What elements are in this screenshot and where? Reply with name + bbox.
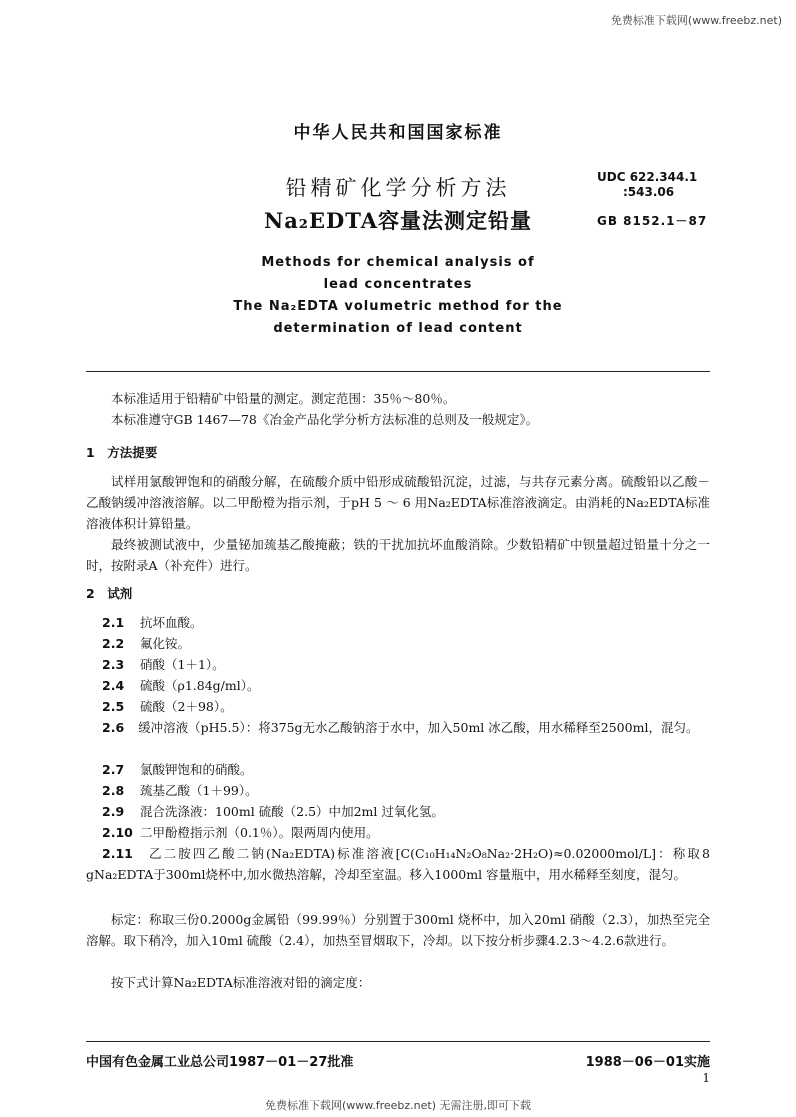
reagent-number: 2.5 <box>102 699 125 714</box>
reagent-item <box>102 633 710 654</box>
reagent-item <box>102 612 710 633</box>
reagent-number: 2.4 <box>102 678 125 693</box>
reagent-item <box>102 696 710 717</box>
reagent-text: 抗坏血酸。 <box>140 615 203 630</box>
reagent-number: 2.11 <box>102 846 133 861</box>
title-en-line: The Na₂EDTA volumetric method for the <box>233 299 563 314</box>
page-number: 1 <box>702 1071 710 1085</box>
reagent-item <box>102 759 710 780</box>
reagent-text: 硫酸（ρ1.84g/ml）。 <box>140 678 260 693</box>
top-divider <box>86 371 710 372</box>
implementation-date: 1988－06－01实施 <box>585 1055 710 1070</box>
intro-scope: 本标准适用于铅精矿中铅量的测定。测定范围：35％～80％。 <box>111 391 456 406</box>
reagent-text: 巯基乙酸（1＋99）。 <box>140 783 258 798</box>
reagent-item <box>102 654 710 675</box>
reagent-number: 2.6 <box>102 720 125 735</box>
section-1-paragraph: 试样用氯酸钾饱和的硝酸分解，在硫酸介质中铅形成硫酸铅沉淀，过滤，与共存元素分离。硫酸铅以乙酸－乙酸钠缓冲溶液溶解。以二甲酚橙为指示剂，于pH 5 ～ 6 用Na₂EDTA标准溶液滴定。由消耗的Na₂EDTA标准溶液体积计算铅量。 <box>86 474 710 531</box>
title-en-line: determination of lead content <box>273 321 523 336</box>
reagent-item <box>86 717 710 738</box>
reagent-number: 2.8 <box>102 783 125 798</box>
udc-code-suffix: :543.06 <box>623 185 675 199</box>
watermark-top: 免费标准下载网(www.freebz.net) <box>610 14 782 27</box>
approval-info: 中国有色金属工业总公司1987－01－27批准 <box>86 1055 354 1070</box>
reagent-number: 2.9 <box>102 804 125 819</box>
reagent-number: 2.1 <box>102 615 125 630</box>
reagent-text: 混合洗涤液：100ml 硫酸（2.5）中加2ml 过氧化氢。 <box>140 804 444 819</box>
reagent-text: 氟化铵。 <box>140 636 191 651</box>
reagent-text: 二甲酚橙指示剂（0.1％）。限两周内使用。 <box>140 825 379 840</box>
reagent-item <box>102 780 710 801</box>
reagent-number: 2.2 <box>102 636 125 651</box>
reagent-item <box>86 843 710 885</box>
reagent-number: 2.3 <box>102 657 125 672</box>
reagent-item <box>102 675 710 696</box>
reagent-text: 硝酸（1＋1）。 <box>140 657 225 672</box>
section-2-heading: 2 试剂 <box>86 586 133 601</box>
reagent-item <box>102 822 710 843</box>
reagent-text: 硫酸（2＋98）。 <box>140 699 233 714</box>
reagent-number: 2.7 <box>102 762 125 777</box>
title-en-line: lead concentrates <box>323 277 473 292</box>
section-1-paragraph: 最终被测试液中，少量铋加巯基乙酸掩蔽；铁的干扰加抗坏血酸消除。少数铅精矿中钡量超过铅量十分之一时，按附录A（补充件）进行。 <box>86 537 710 573</box>
calibration-paragraph: 标定：称取三份0.2000g金属铅（99.99％）分别置于300ml 烧杯中，加入20ml 硝酸（2.3），加热至完全溶解。取下稍冷，加入10ml 硫酸（2.4），加热至冒烟取下，冷却。以下按分析步骤4.2.3～4.2.6款进行。 <box>86 912 710 948</box>
section-1-heading: 1 方法提要 <box>86 445 158 460</box>
udc-code: UDC 622.344.1 <box>597 170 698 184</box>
bottom-divider <box>86 1041 710 1042</box>
title-cn-line2: Na₂EDTA容量法测定铅量 <box>264 208 532 233</box>
title-en <box>0 252 796 340</box>
calibration-formula-intro: 按下式计算Na₂EDTA标准溶液对铅的滴定度： <box>111 975 371 990</box>
reagent-text: 氯酸钾饱和的硝酸。 <box>140 762 253 777</box>
reagent-item <box>102 801 710 822</box>
title-en-line: Methods for chemical analysis of <box>261 255 535 270</box>
gb-code: GB 8152.1－87 <box>597 214 708 228</box>
title-cn-line1: 铅精矿化学分析方法 <box>285 176 511 200</box>
reagent-text: 乙二胺四乙酸二钠(Na₂EDTA)标准溶液[C(C₁₀H₁₄N₂O₈Na₂·2H₂O)≈0.02000mol/L]：称取8 gNa₂EDTA于300ml烧杯中,加水微热溶解，冷却至室温。移入1000ml 容量瓶中，用水稀释至刻度，混匀。 <box>86 846 710 882</box>
national-standard-heading: 中华人民共和国国家标准 <box>293 123 503 143</box>
watermark-bottom: 免费标准下载网(www.freebz.net) 无需注册,即可下载 <box>264 1099 532 1112</box>
intro-compliance: 本标准遵守GB 1467—78《冶金产品化学分析方法标准的总则及一般规定》。 <box>111 412 539 427</box>
reagent-text: 缓冲溶液（pH5.5）：将375g无水乙酸钠溶于水中，加入50ml 冰乙酸，用水稀释至2500ml，混匀。 <box>138 720 699 735</box>
reagent-number: 2.10 <box>102 825 133 840</box>
